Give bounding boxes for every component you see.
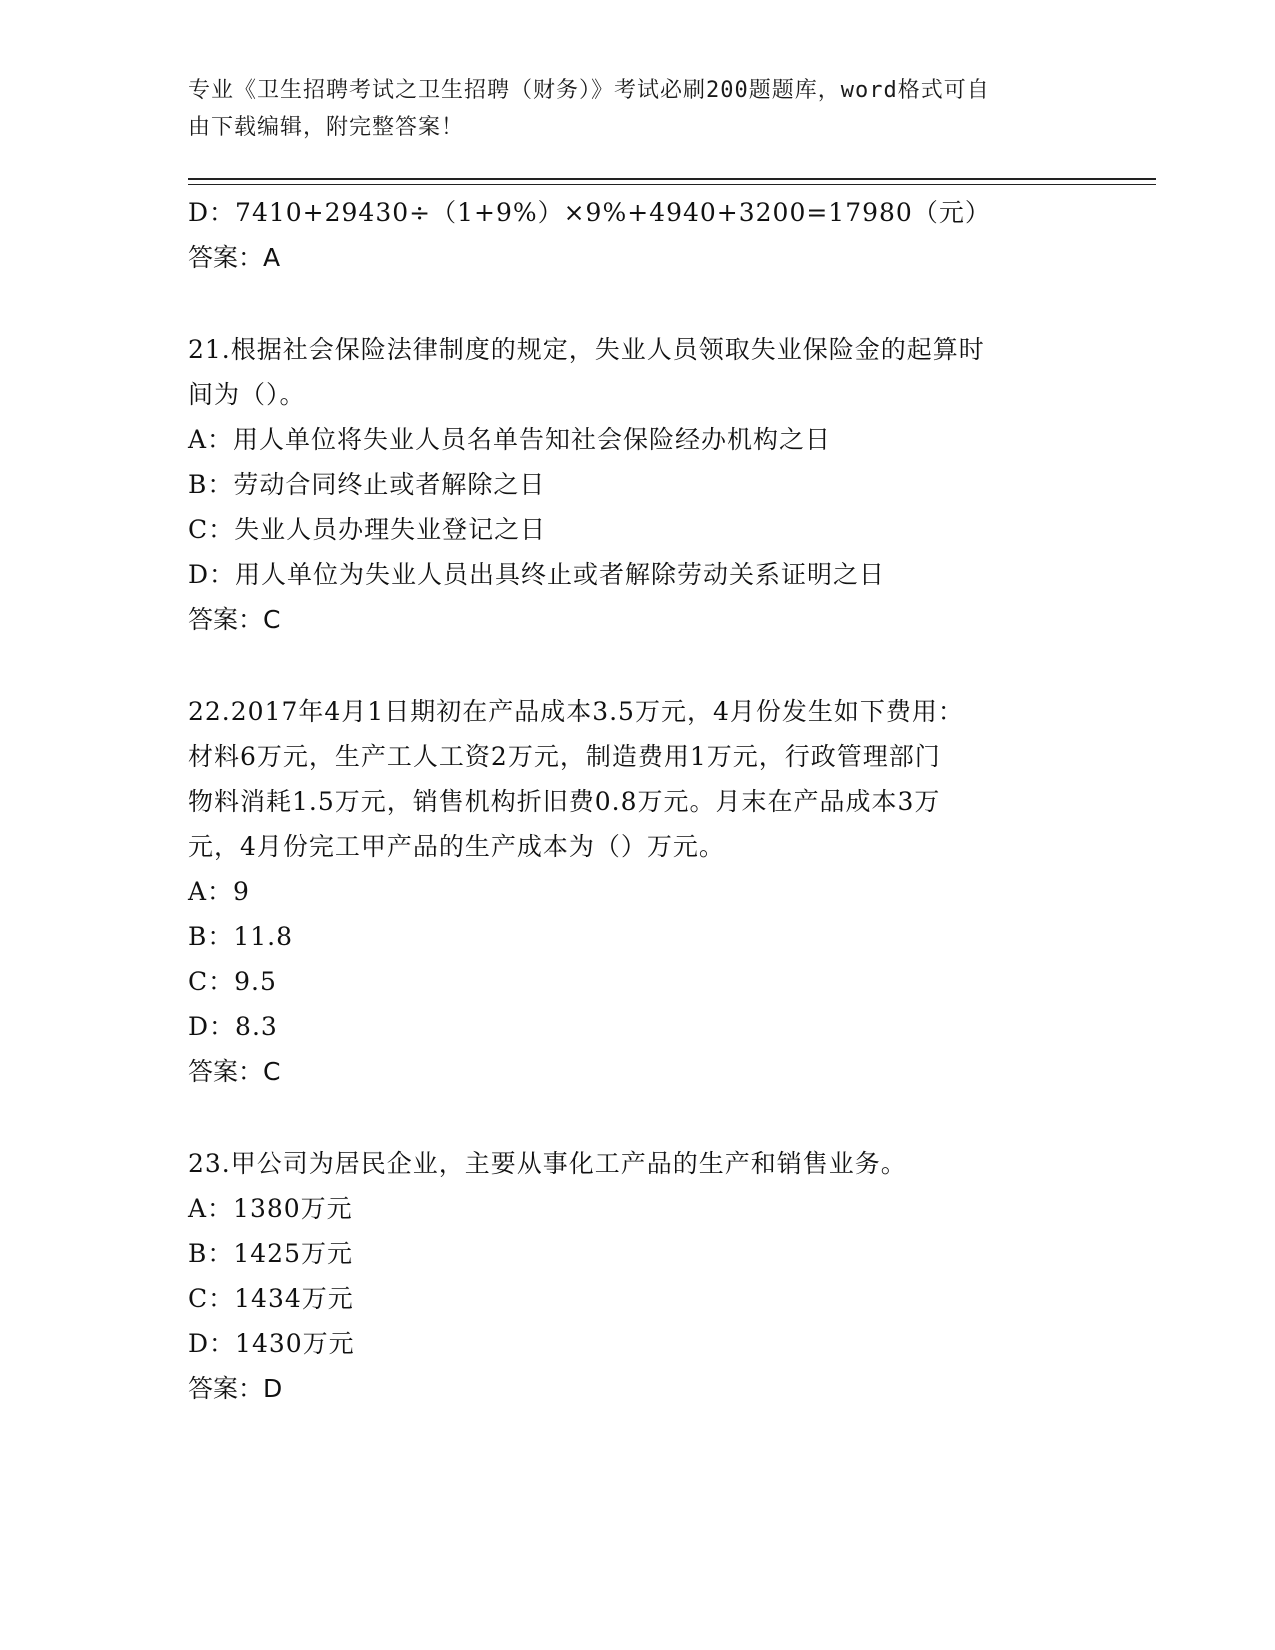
answer-line: 答案：C [188,605,281,634]
question-23 [188,1141,1088,1411]
option-b: B：1425万元 [188,1239,353,1268]
question-22 [188,689,1088,1094]
document-header [188,72,1088,146]
option-a: A：用人单位将失业人员名单告知社会保险经办机构之日 [188,425,832,454]
option-c: C：9.5 [188,967,277,996]
option-c: C：失业人员办理失业登记之日 [188,515,547,544]
question-21 [188,327,1088,642]
header-line-1: 专业《卫生招聘考试之卫生招聘（财务）》考试必刷200题题库，word格式可自 [188,78,990,103]
question-stem-line: 间为（）。 [188,380,306,409]
question-stem-line: 21.根据社会保险法律制度的规定，失业人员领取失业保险金的起算时 [188,335,985,364]
question-stem-line: 材料6万元，生产工人工资2万元，制造费用1万元，行政管理部门 [188,742,941,771]
document-body [188,190,1088,1411]
option-d: D：1430万元 [188,1329,355,1358]
question-stem-line: 元，4月份完工甲产品的生产成本为（）万元。 [188,832,725,861]
option-c: C：1434万元 [188,1284,354,1313]
question-stem-line: 22.2017年4月1日期初在产品成本3.5万元，4月份发生如下费用： [188,697,964,726]
option-b: B：劳动合同终止或者解除之日 [188,470,546,499]
option-a: A：9 [188,877,250,906]
question-stem-line: 物料消耗1.5万元，销售机构折旧费0.8万元。月末在产品成本3万 [188,787,941,816]
answer-line: 答案：D [188,1374,283,1403]
question-20-tail [188,190,1088,280]
option-b: B：11.8 [188,922,294,951]
option-a: A：1380万元 [188,1194,353,1223]
answer-line: 答案：C [188,1057,281,1086]
option-d: D：用人单位为失业人员出具终止或者解除劳动关系证明之日 [188,560,886,589]
option-d: D：8.3 [188,1012,278,1041]
header-divider-thick [188,178,1156,180]
answer-line: 答案：A [188,243,281,272]
question-stem-line: 23.甲公司为居民企业，主要从事化工产品的生产和销售业务。 [188,1149,907,1178]
header-divider-thin [188,184,1156,185]
header-line-2: 由下载编辑，附完整答案！ [188,115,465,140]
option-d: D：7410+29430÷（1+9%）×9%+4940+3200=17980（元） [188,198,991,227]
